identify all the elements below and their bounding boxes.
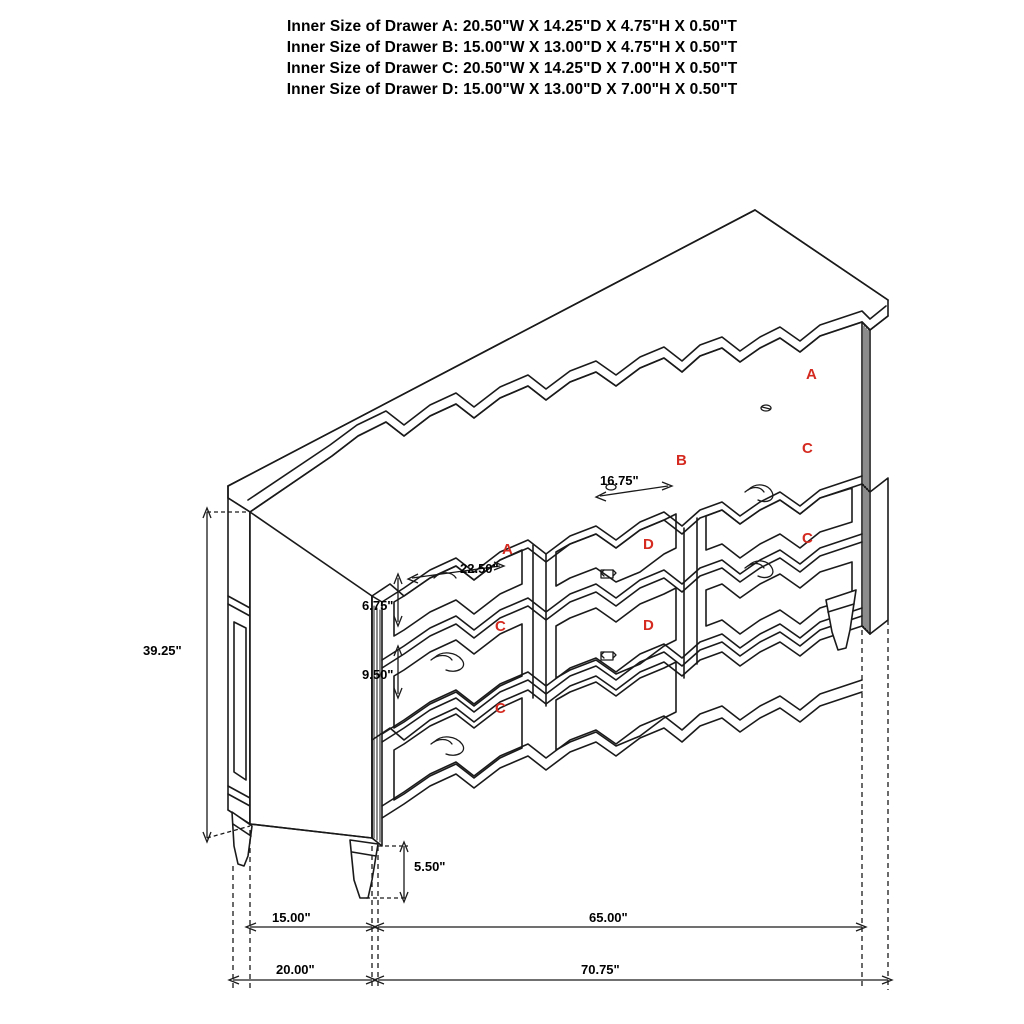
drawer-label-c-right-upper: C (802, 440, 813, 457)
spec-line-d: Inner Size of Drawer D: 15.00"W X 13.00"D X 7.00"H X 0.50"T (286, 81, 738, 98)
drawer-label-b-center-top: B (676, 452, 687, 469)
spec-line-c: Inner Size of Drawer C: 20.50"W X 14.25"D X 7.00"H X 0.50"T (286, 60, 738, 77)
dim-inner-width-a: 22.50" (460, 561, 499, 576)
dim-drawer-height-large: 9.50" (362, 667, 394, 682)
dim-depth-bottom: 20.00" (276, 962, 315, 977)
dim-width-bottom: 70.75" (581, 962, 620, 977)
dim-drawer-height-small: 6.75" (362, 598, 394, 613)
drawer-label-c-left-middle: C (495, 618, 506, 635)
spec-line-b: Inner Size of Drawer B: 15.00"W X 13.00"D X 4.75"H X 0.50"T (286, 39, 738, 56)
drawer-label-a-top-right: A (806, 366, 817, 383)
drawer-label-c-right-middle: C (802, 530, 813, 547)
dim-depth-top: 15.00" (272, 910, 311, 925)
dim-total-height: 39.25" (143, 643, 182, 658)
dim-width-top: 65.00" (589, 910, 628, 925)
drawer-label-c-left-lower: C (495, 700, 506, 717)
drawer-label-a-left-top: A (502, 541, 513, 558)
drawer-label-d-center-lower: D (643, 617, 654, 634)
dim-inner-width-b: 16.75" (600, 473, 639, 488)
spec-line-a: Inner Size of Drawer A: 20.50"W X 14.25"D X 4.75"H X 0.50"T (287, 18, 737, 35)
dim-leg-height: 5.50" (414, 859, 446, 874)
drawer-label-d-center-middle: D (643, 536, 654, 553)
